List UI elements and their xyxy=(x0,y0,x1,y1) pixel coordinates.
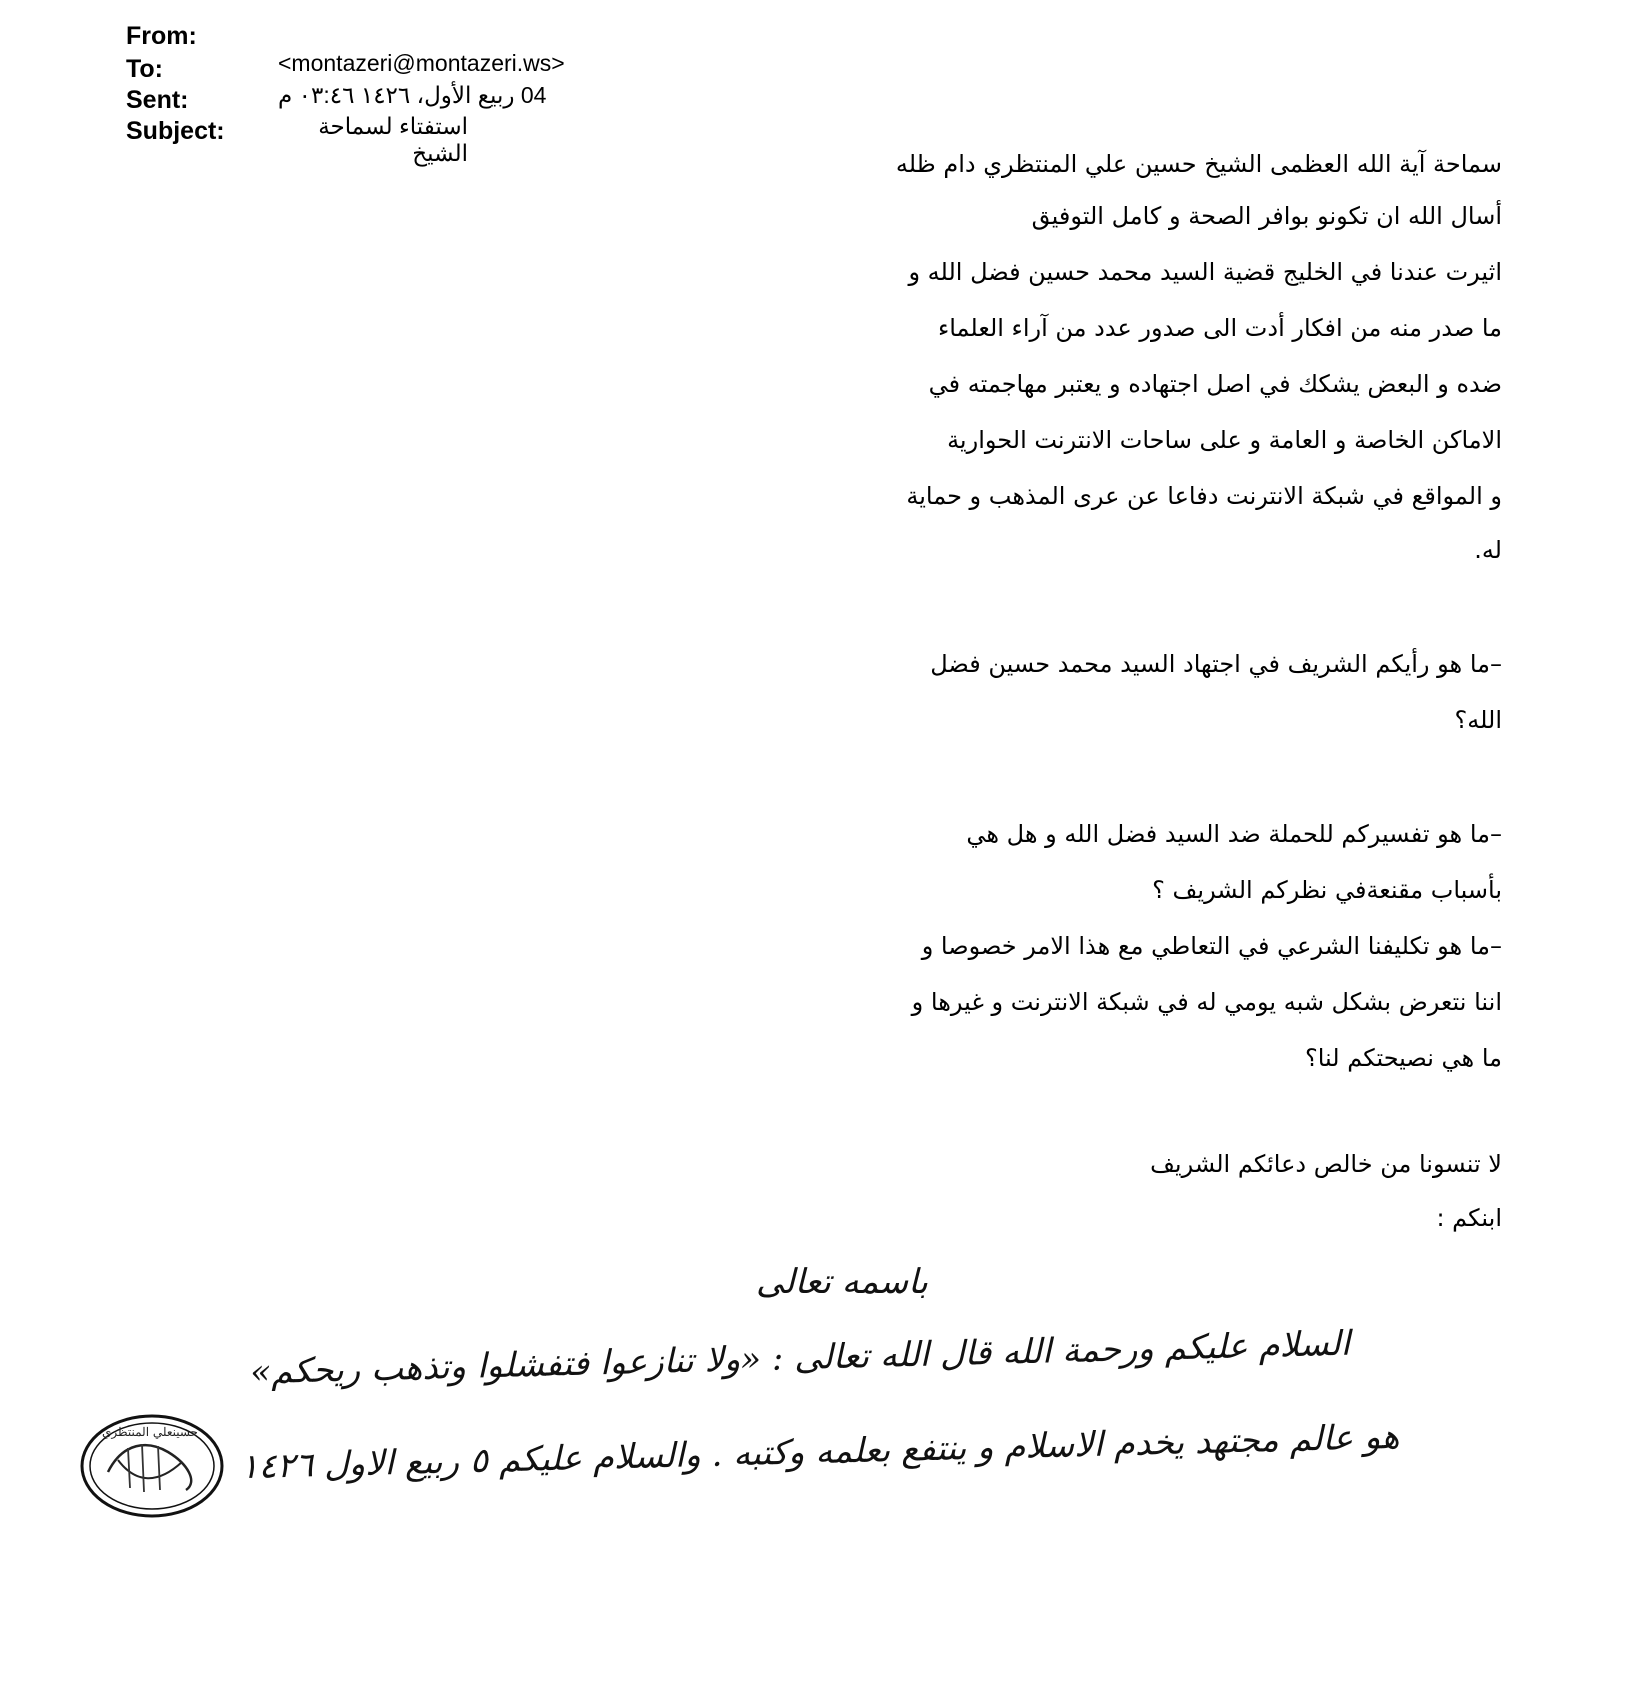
body-line: –ما هو رأيكم الشريف في اجتهاد السيد محمد حسين فضل xyxy=(930,650,1502,678)
seal-text: حسينعلي المنتظري xyxy=(102,1425,198,1439)
subject-value: استفتاء لسماحة الشيخ xyxy=(318,113,468,166)
body-line: لا تنسونا من خالص دعائكم الشريف xyxy=(1150,1150,1502,1178)
subject-label: Subject: xyxy=(126,117,225,145)
body-line: اننا نتعرض بشكل شبه يومي له في شبكة الانترنت و غيرها و xyxy=(911,988,1502,1016)
body-line: و المواقع في شبكة الانترنت دفاعا عن عرى المذهب و حماية xyxy=(906,482,1502,510)
from-label: From: xyxy=(126,22,197,50)
body-line: له. xyxy=(1474,536,1502,564)
body-line: ابنكم : xyxy=(1436,1204,1502,1232)
body-line: ضده و البعض يشكك في اصل اجتهاده و يعتبر مهاجمته في xyxy=(928,370,1502,398)
body-line: ما صدر منه من افكار أدت الى صدور عدد من آراء العلماء xyxy=(937,314,1502,342)
to-label: To: xyxy=(126,55,164,83)
body-line: سماحة آية الله العظمى الشيخ حسين علي المنتظري دام ظله xyxy=(895,150,1502,178)
body-line: اثيرت عندنا في الخليج قضية السيد محمد حسين فضل الله و xyxy=(908,258,1502,286)
to-value: <montazeri@montazeri.ws> xyxy=(278,50,565,76)
body-line: ما هي نصيحتكم لنا؟ xyxy=(1304,1044,1502,1072)
sent-value: 04 ربيع الأول، ١٤٢٦ ٠٣:٤٦ م xyxy=(278,82,547,108)
sent-label: Sent: xyxy=(126,86,189,114)
body-line: –ما هو تكليفنا الشرعي في التعاطي مع هذا الامر خصوصا و xyxy=(921,932,1502,960)
handwritten-bismillah: باسمه تعالى xyxy=(756,1262,928,1302)
body-line: أسال الله ان تكونو بوافر الصحة و كامل التوفيق xyxy=(1031,202,1502,230)
handwritten-answer-line: هو عالم مجتهد يخدم الاسلام و ينتفع بعلمه وكتبه . والسلام عليكم ٥ ربيع الاول ١٤٢٦ xyxy=(239,1416,1400,1488)
body-line: الاماكن الخاصة و العامة و على ساحات الانترنت الحوارية xyxy=(947,426,1502,454)
body-line: بأسباب مقنعةفي نظركم الشريف ؟ xyxy=(1152,876,1502,904)
body-line: –ما هو تفسيركم للحملة ضد السيد فضل الله و هل هي xyxy=(966,820,1502,848)
body-line: الله؟ xyxy=(1454,706,1502,734)
handwritten-greeting-line: السلام عليكم ورحمة الله قال الله تعالى : «ولا تنازعوا فتفشلوا وتذهب ريحكم» xyxy=(249,1323,1351,1393)
